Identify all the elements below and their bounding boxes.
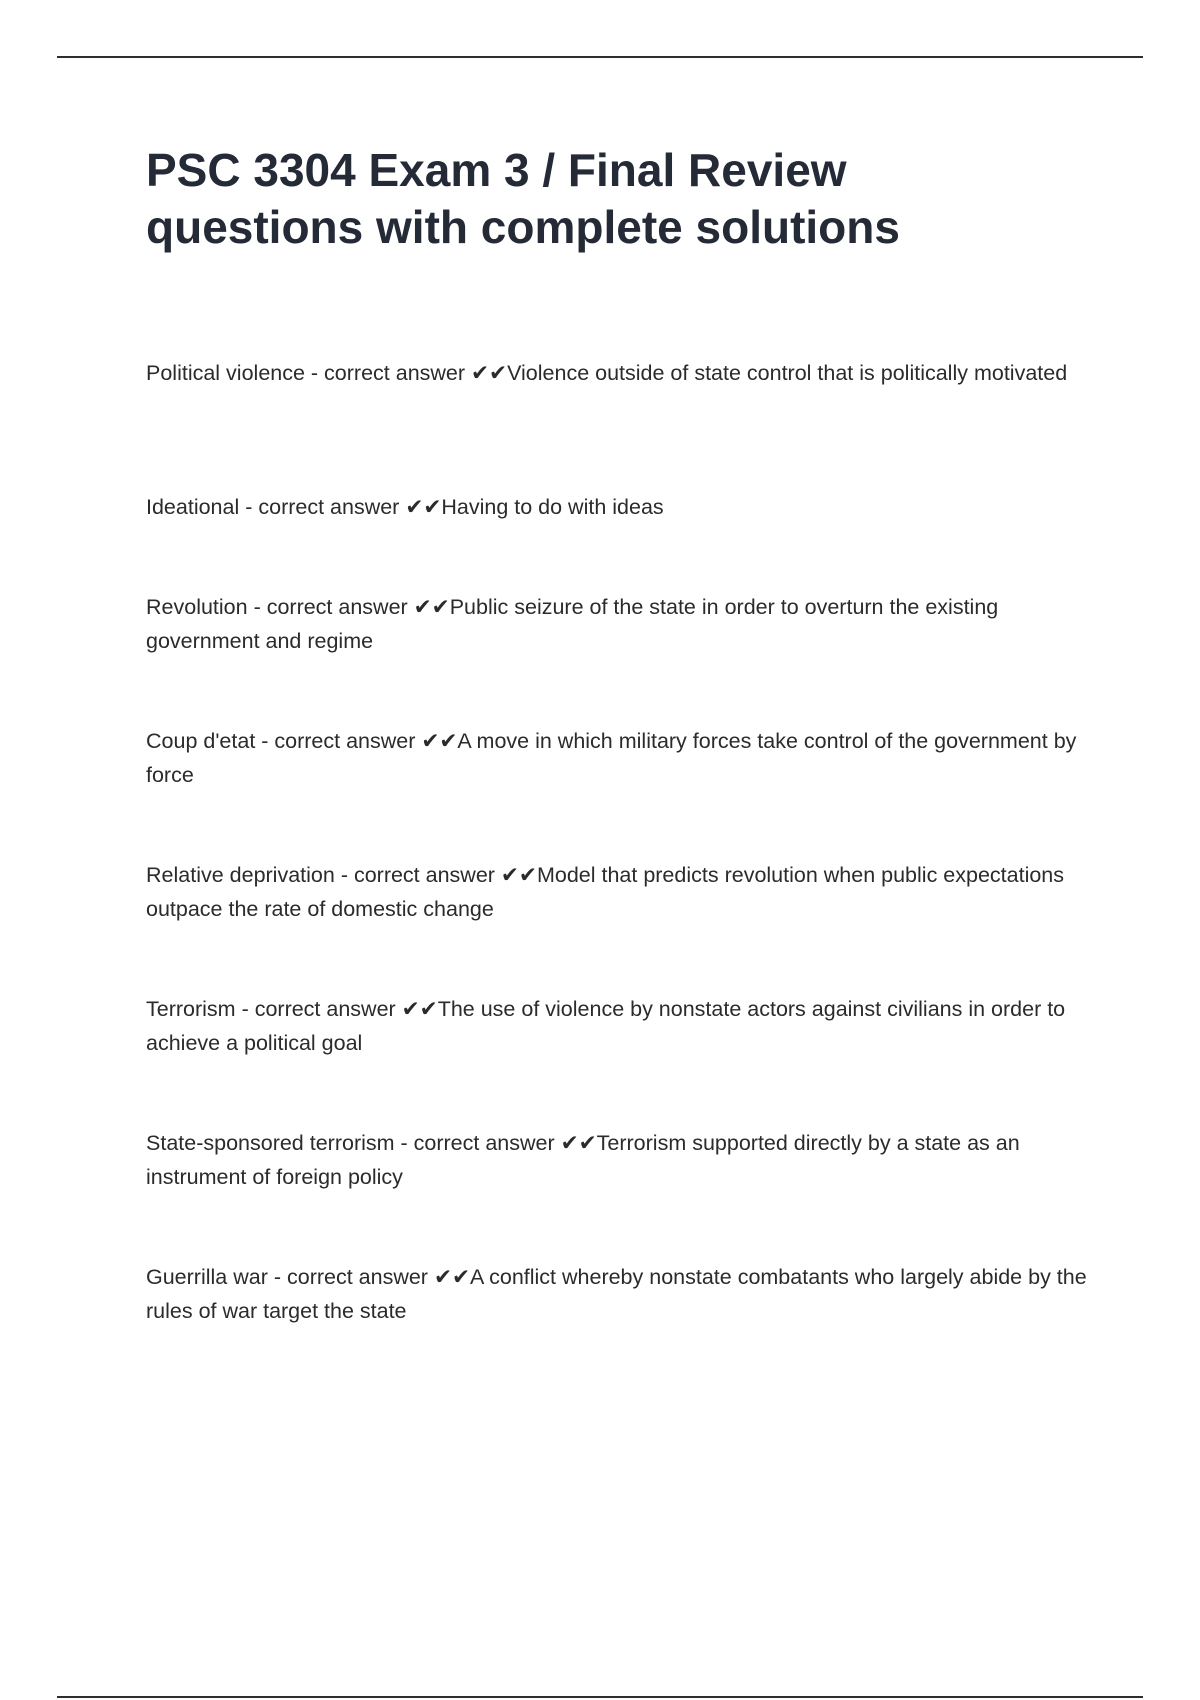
checkmark-icon: ✔✔ (401, 997, 438, 1021)
qa-item (146, 858, 1096, 992)
qa-item (146, 1126, 1096, 1260)
qa-item (146, 992, 1096, 1126)
qa-term: Political violence (146, 361, 305, 385)
checkmark-icon: ✔✔ (500, 863, 537, 887)
qa-separator: - correct answer (394, 1131, 561, 1155)
top-divider (57, 56, 1143, 58)
qa-term: State-sponsored terrorism (146, 1131, 395, 1155)
checkmark-icon: ✔✔ (560, 1131, 597, 1155)
qa-item (146, 490, 1096, 590)
qa-list (146, 356, 1096, 1394)
checkmark-icon: ✔✔ (433, 1265, 470, 1289)
qa-definition: A conflict whereby nonstate combatants who largely abide by the rules of war target the state (146, 1265, 1087, 1323)
qa-term: Coup d'etat (146, 729, 256, 753)
qa-separator: - correct answer (255, 729, 422, 753)
qa-term: Relative deprivation (146, 863, 335, 887)
qa-item (146, 590, 1096, 724)
qa-item (146, 356, 1096, 490)
qa-term: Terrorism (146, 997, 236, 1021)
checkmark-icon: ✔✔ (405, 495, 442, 519)
checkmark-icon: ✔✔ (471, 361, 508, 385)
qa-definition: Terrorism supported directly by a state as an instrument of foreign policy (146, 1131, 1020, 1189)
qa-definition: Violence outside of state control that is politically motivated (507, 361, 1068, 385)
bottom-divider (57, 1696, 1143, 1698)
qa-definition: A move in which military forces take control of the government by force (146, 729, 1077, 787)
qa-item (146, 1260, 1096, 1394)
qa-term: Guerrilla war (146, 1265, 268, 1289)
qa-term: Ideational (146, 495, 240, 519)
qa-definition: Public seizure of the state in order to overturn the existing government and regime (146, 595, 999, 653)
qa-item (146, 724, 1096, 858)
qa-separator: - correct answer (304, 361, 472, 385)
qa-separator: - correct answer (267, 1265, 434, 1289)
qa-separator: - correct answer (247, 595, 414, 619)
qa-separator: - correct answer (235, 997, 402, 1021)
page-title: PSC 3304 Exam 3 / Final Review questions with complete solutions (146, 144, 900, 253)
qa-definition: The use of violence by nonstate actors against civilians in order to achieve a political goal (146, 997, 1066, 1055)
checkmark-icon: ✔✔ (413, 595, 450, 619)
checkmark-icon: ✔✔ (421, 729, 458, 753)
qa-term: Revolution (146, 595, 248, 619)
qa-definition: Having to do with ideas (441, 495, 664, 519)
qa-definition: Model that predicts revolution when public expectations outpace the rate of domestic change (146, 863, 1065, 921)
qa-separator: - correct answer (334, 863, 501, 887)
qa-separator: - correct answer (239, 495, 406, 519)
